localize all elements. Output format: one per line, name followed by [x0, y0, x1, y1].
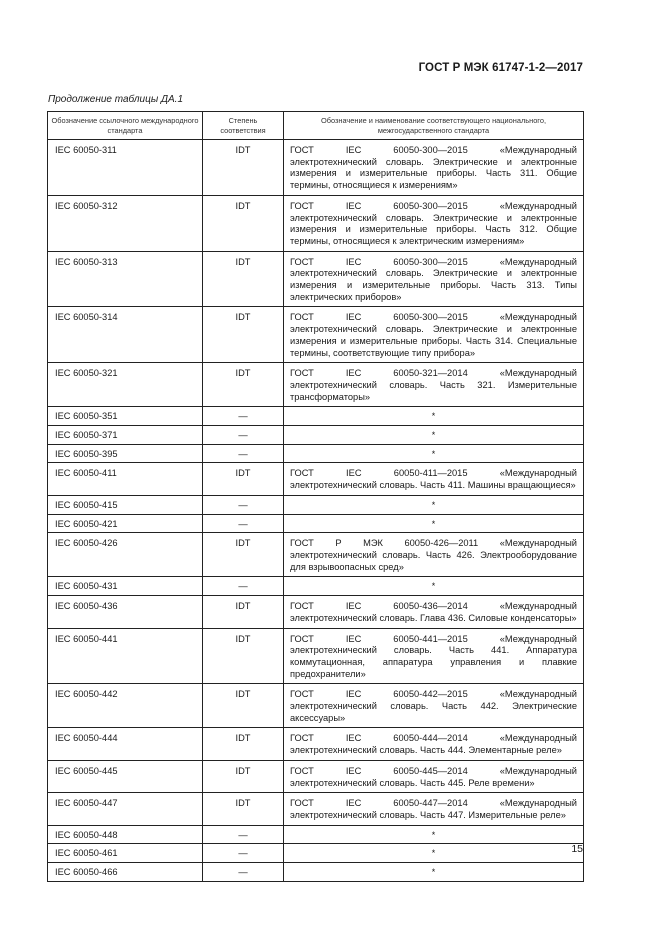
table-row — [48, 533, 584, 577]
national-standard-cell: ГОСТ IEC 60050-300—2015 «Международный электротехнический словарь. Электрические и электронные измерения и измерительные приборы. Часть 313. Типы электрических приборов» — [284, 251, 584, 307]
national-standard-cell: ГОСТ IEC 60050-300—2015 «Международный электротехнический словарь. Электрические и электронные измерения и измерительные приборы. Часть 311. Общие термины, относящиеся к измерениям» — [284, 140, 584, 196]
table-row — [48, 684, 584, 728]
national-standard-cell: ГОСТ IEC 60050-445—2014 «Международный электротехнический словарь. Часть 445. Реле времени» — [284, 760, 584, 792]
degree-cell: IDT — [203, 793, 284, 825]
national-standard-cell: * — [284, 825, 584, 844]
table-caption: Продолжение таблицы ДА.1 — [48, 94, 184, 105]
table-row — [48, 363, 584, 407]
table-row — [48, 251, 584, 307]
column-header-reference-standard: Обозначение ссылочного международного стандарта — [48, 112, 203, 140]
table-row — [48, 463, 584, 495]
table-row — [48, 844, 584, 863]
table-header-row — [48, 112, 584, 140]
table-row — [48, 444, 584, 463]
national-standard-cell: ГОСТ IEC 60050-441—2015 «Международный электротехнический словарь. Часть 441. Аппаратура коммутационная, аппаратура управления и плавкие предохранители» — [284, 628, 584, 684]
national-standard-cell: * — [284, 863, 584, 882]
reference-standard-cell: IEC 60050-426 — [48, 533, 203, 577]
reference-standard-cell: IEC 60050-466 — [48, 863, 203, 882]
table-row — [48, 825, 584, 844]
reference-standard-cell: IEC 60050-314 — [48, 307, 203, 363]
national-standard-cell: ГОСТ IEC 60050-411—2015 «Международный электротехнический словарь. Часть 411. Машины вращающиеся» — [284, 463, 584, 495]
national-standard-cell: * — [284, 844, 584, 863]
reference-standard-cell: IEC 60050-444 — [48, 728, 203, 760]
table-row — [48, 577, 584, 596]
reference-standards-table — [47, 111, 584, 882]
national-standard-cell: * — [284, 577, 584, 596]
national-standard-cell: ГОСТ IEC 60050-442—2015 «Международный электротехнический словарь. Часть 442. Электрические аксессуары» — [284, 684, 584, 728]
national-standard-cell: ГОСТ IEC 60050-321—2014 «Международный электротехнический словарь. Часть 321. Измерительные трансформаторы» — [284, 363, 584, 407]
degree-cell: — — [203, 577, 284, 596]
page-number: 15 — [571, 843, 583, 855]
reference-standard-cell: IEC 60050-431 — [48, 577, 203, 596]
document-id: ГОСТ Р МЭК 61747-1-2—2017 — [418, 62, 583, 74]
national-standard-cell: ГОСТ IEC 60050-300—2015 «Международный электротехнический словарь. Электрические и электронные измерения и измерительные приборы. Часть 314. Специальные термины, соответствующие типу прибора» — [284, 307, 584, 363]
table-row — [48, 728, 584, 760]
reference-standard-cell: IEC 60050-447 — [48, 793, 203, 825]
column-header-national-standard: Обозначение и наименование соответствующего национального, межгосударственного стандарта — [284, 112, 584, 140]
reference-standard-cell: IEC 60050-448 — [48, 825, 203, 844]
table-row — [48, 407, 584, 426]
table-row — [48, 307, 584, 363]
degree-cell: IDT — [203, 596, 284, 628]
reference-standard-cell: IEC 60050-313 — [48, 251, 203, 307]
national-standard-cell: ГОСТ IEC 60050-444—2014 «Международный электротехнический словарь. Часть 444. Элементарные реле» — [284, 728, 584, 760]
national-standard-cell: * — [284, 407, 584, 426]
degree-cell: — — [203, 407, 284, 426]
reference-standard-cell: IEC 60050-395 — [48, 444, 203, 463]
column-header-degree: Степень соответствия — [203, 112, 284, 140]
table-row — [48, 793, 584, 825]
national-standard-cell: ГОСТ IEC 60050-447—2014 «Международный электротехнический словарь. Часть 447. Измерительные реле» — [284, 793, 584, 825]
degree-cell: IDT — [203, 140, 284, 196]
national-standard-cell: ГОСТ IEC 60050-300—2015 «Международный электротехнический словарь. Электрические и электронные измерения и измерительные приборы. Часть 312. Общие термины, относящиеся к электрическим измерениям» — [284, 195, 584, 251]
reference-standard-cell: IEC 60050-321 — [48, 363, 203, 407]
degree-cell: IDT — [203, 628, 284, 684]
reference-standard-cell: IEC 60050-371 — [48, 426, 203, 445]
degree-cell: IDT — [203, 307, 284, 363]
national-standard-cell: * — [284, 426, 584, 445]
degree-cell: — — [203, 495, 284, 514]
degree-cell: IDT — [203, 251, 284, 307]
degree-cell: IDT — [203, 684, 284, 728]
table-row — [48, 628, 584, 684]
degree-cell: IDT — [203, 363, 284, 407]
table-body — [48, 140, 584, 882]
table-row — [48, 760, 584, 792]
table-row — [48, 495, 584, 514]
table-row — [48, 140, 584, 196]
degree-cell: IDT — [203, 760, 284, 792]
national-standard-cell: * — [284, 514, 584, 533]
degree-cell: — — [203, 514, 284, 533]
reference-standard-cell: IEC 60050-442 — [48, 684, 203, 728]
table-row — [48, 596, 584, 628]
degree-cell: — — [203, 444, 284, 463]
degree-cell: IDT — [203, 195, 284, 251]
degree-cell: IDT — [203, 463, 284, 495]
reference-standard-cell: IEC 60050-441 — [48, 628, 203, 684]
reference-standard-cell: IEC 60050-421 — [48, 514, 203, 533]
table-row — [48, 195, 584, 251]
reference-standard-cell: IEC 60050-311 — [48, 140, 203, 196]
reference-standard-cell: IEC 60050-436 — [48, 596, 203, 628]
national-standard-cell: * — [284, 444, 584, 463]
table-row — [48, 863, 584, 882]
degree-cell: — — [203, 863, 284, 882]
reference-standard-cell: IEC 60050-461 — [48, 844, 203, 863]
degree-cell: — — [203, 844, 284, 863]
reference-standard-cell: IEC 60050-351 — [48, 407, 203, 426]
national-standard-cell: * — [284, 495, 584, 514]
reference-standard-cell: IEC 60050-312 — [48, 195, 203, 251]
reference-standard-cell: IEC 60050-411 — [48, 463, 203, 495]
reference-standard-cell: IEC 60050-445 — [48, 760, 203, 792]
table-row — [48, 514, 584, 533]
degree-cell: IDT — [203, 728, 284, 760]
reference-standard-cell: IEC 60050-415 — [48, 495, 203, 514]
degree-cell: — — [203, 426, 284, 445]
degree-cell: — — [203, 825, 284, 844]
national-standard-cell: ГОСТ IEC 60050-436—2014 «Международный электротехнический словарь. Глава 436. Силовые конденсаторы» — [284, 596, 584, 628]
table-row — [48, 426, 584, 445]
degree-cell: IDT — [203, 533, 284, 577]
national-standard-cell: ГОСТ Р МЭК 60050-426—2011 «Международный электротехнический словарь. Часть 426. Электрооборудование для взрывоопасных сред» — [284, 533, 584, 577]
